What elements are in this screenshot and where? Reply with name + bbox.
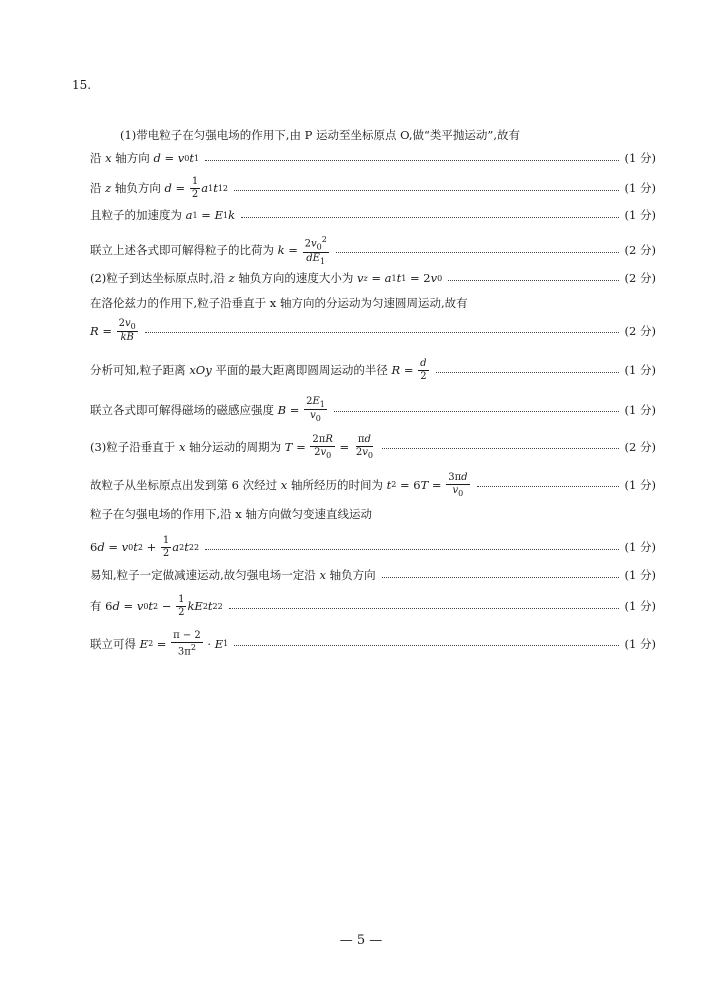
equation: 联立各式即可解得磁场的磁感应强度 B = $\frac{2E_1}{v_0}$ xyxy=(90,396,325,424)
equation: R = $\frac{2v_0}{kB}$ xyxy=(90,318,136,344)
solution-line-7 xyxy=(90,358,656,382)
leader-dots xyxy=(205,160,618,161)
leader-dots xyxy=(448,280,618,281)
solution-line-13 xyxy=(90,594,656,618)
equation: 6 d = v 0 t 2 + $\frac{1}{2}$ a 2 t 2 2 xyxy=(90,535,200,559)
solution-line-10 xyxy=(90,472,656,498)
solution-line-9 xyxy=(90,434,656,460)
leader-dots xyxy=(334,411,619,412)
leader-dots xyxy=(241,217,619,218)
leader-dots xyxy=(234,645,618,646)
solution-line-11 xyxy=(90,535,656,559)
score: (1 分) xyxy=(624,636,656,651)
equation: 分析可知,粒子距离 xOy 平面的最大距离即圆周运动的半径 R = $\frac{d}{2}$ xyxy=(90,358,427,382)
lorentz-line: 在洛伦兹力的作用下,粒子沿垂直于 x 轴方向的分运动为匀速圆周运动,故有 xyxy=(90,296,468,310)
equation: 联立上述各式即可解得粒子的比荷为 k = $\frac{2v_0^2}{dE_1}$ xyxy=(90,235,327,266)
equation: (2)粒子到达坐标原点时,沿 z 轴负方向的速度大小为 v z = a 1 t 1 = 2 v 0 xyxy=(90,271,443,285)
equation: 有 6 d = v 0 t 2 − $\frac{1}{2}$ kE 2 t 2 2 xyxy=(90,594,223,618)
solution-line-2 xyxy=(90,176,656,200)
leader-dots xyxy=(382,577,619,578)
equation: 故粒子从坐标原点出发到第 6 次经过 x 轴所经历的时间为 t 2 = 6 T = $\frac{3\pi d}{v_0}$ xyxy=(90,472,468,498)
score: (1 分) xyxy=(624,363,656,377)
leader-dots xyxy=(336,252,619,253)
solution-line-4 xyxy=(90,235,656,266)
leader-dots xyxy=(436,372,619,373)
leader-dots xyxy=(234,190,619,191)
leader-dots xyxy=(229,608,619,609)
question-number: 15. xyxy=(72,78,92,92)
uniform-line: 粒子在匀强电场的作用下,沿 x 轴方向做匀变速直线运动 xyxy=(90,507,372,521)
equation: (3)粒子沿垂直于 x 轴分运动的周期为 T = $\frac{2\pi R}{2v_0}$ = $\frac{\pi d}{2v_0}$ xyxy=(90,434,373,460)
leader-dots xyxy=(145,332,619,333)
solution-line-6 xyxy=(90,318,656,344)
equation: 沿 x 轴方向 d = v 0 t 1 xyxy=(90,151,200,165)
score: (2 分) xyxy=(624,243,656,258)
equation: 易知,粒子一定做减速运动,故匀强电场一定沿 x 轴负方向 xyxy=(90,568,376,582)
part1-intro: (1)带电粒子在匀强电场的作用下,由 P 运动至坐标原点 O,做“类平抛运动”,故有 xyxy=(120,128,520,142)
leader-dots xyxy=(205,549,618,550)
score: (1 分) xyxy=(624,208,656,222)
solution-line-5 xyxy=(90,270,656,286)
score: (1 分) xyxy=(624,568,656,582)
score: (2 分) xyxy=(624,439,656,454)
page-number: — 5 — xyxy=(339,933,383,948)
score: (1 分) xyxy=(624,151,656,165)
solution-line-12 xyxy=(90,567,656,583)
score: (2 分) xyxy=(624,323,656,338)
solution-line-1 xyxy=(90,150,656,166)
leader-dots xyxy=(477,486,619,487)
score: (1 分) xyxy=(624,402,656,417)
solution-line-14 xyxy=(90,630,656,657)
leader-dots xyxy=(382,448,619,449)
score: (2 分) xyxy=(624,271,656,285)
score: (1 分) xyxy=(624,477,656,492)
solution-line-3 xyxy=(90,207,656,223)
equation: 且粒子的加速度为 a 1 = E 1 k xyxy=(90,208,236,222)
score: (1 分) xyxy=(624,540,656,554)
score: (1 分) xyxy=(624,181,656,195)
score: (1 分) xyxy=(624,599,656,613)
equation: 联立可得 E 2 = $\frac{\pi - 2}{3\pi^2}$ · E 1 xyxy=(90,630,229,657)
equation: 沿 z 轴负方向 d = $\frac{1}{2}$ a 1 t 1 2 xyxy=(90,176,228,200)
solution-line-8 xyxy=(90,396,656,423)
